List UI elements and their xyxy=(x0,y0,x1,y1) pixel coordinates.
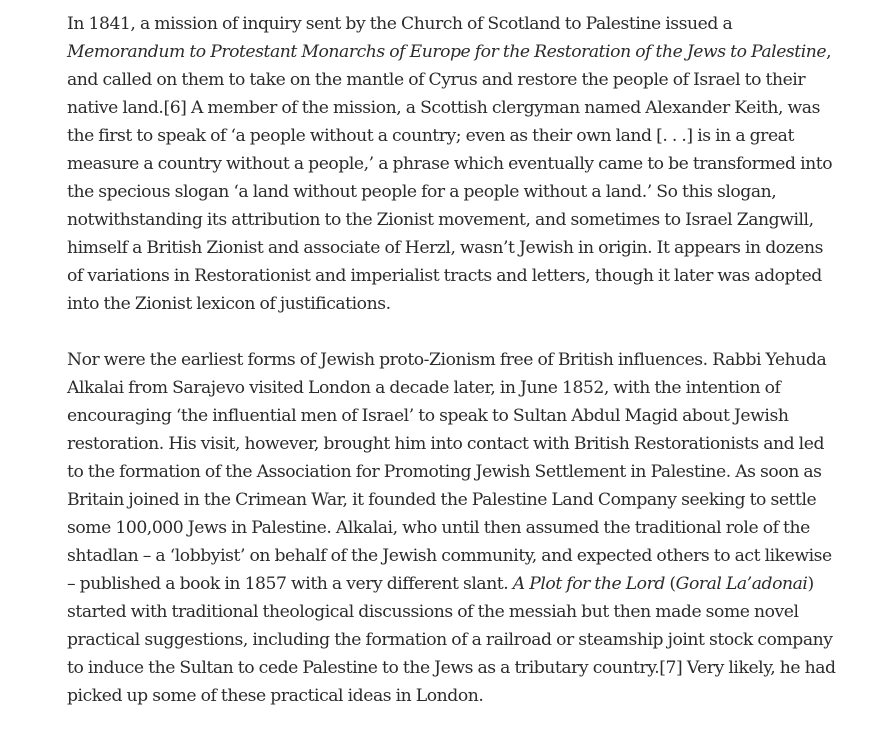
memorandum-title: Memorandum to Protestant Monarchs of Europe for the Restoration of the Jews to Palestine xyxy=(67,42,827,62)
paragraph-1 xyxy=(67,10,837,318)
paragraph-2-text-a: Nor were the earliest forms of Jewish proto-Zionism free of British influences. Rabbi Yehuda Alkalai from Sarajevo visited London a decade later, in June 1852, with the intention of encouraging ‘the influential men of Israel’ to speak to Sultan Abdul Magid about Jewish restoration. His visit, however, brought him into contact with British Restorationists and led to the formation of the Association for Promoting Jewish Settlement in Palestine. As soon as Britain joined in the Crimean War, it founded the Palestine Land Company seeking to settle some 100,000 Jews in Palestine. Alkalai, who until then assumed the traditional role of the shtadlan – a ‘lobbyist’ on behalf of the Jewish community, and expected others to act likewise – published a book in 1857 with a very different slant. xyxy=(67,350,832,594)
article-body xyxy=(67,10,837,738)
paragraph-1-text-c: , and called on them to take on the mantle of Cyrus and restore the people of Israel to their native land.[6] A member of the mission, a Scottish clergyman named Alexander Keith, was the first to speak of ‘a people without a country; even as their own land [. . .] is in a great measure a country without a people,’ a phrase which eventually came to be transformed into the specious slogan ‘a land without people for a people without a land.’ So this slogan, notwithstanding its attribution to the Zionist movement, and sometimes to Israel Zangwill, himself a British Zionist and associate of Herzl, wasn’t Jewish in origin. It appears in dozens of variations in Restorationist and imperialist tracts and letters, though it later was adopted into the Zionist lexicon of justifications. xyxy=(67,42,833,314)
paragraph-2-text-e: ) started with traditional theological discussions of the messiah but then made some novel practical suggestions, including the formation of a railroad or steamship joint stock company to induce the Sultan to cede Palestine to the Jews as a tributary country.[7] Very likely, he had picked up some of these practical ideas in London. xyxy=(67,574,836,706)
paragraph-1-text-a: In 1841, a mission of inquiry sent by the Church of Scotland to Palestine issued a xyxy=(67,14,733,34)
book-hebrew-title: Goral La’adonai xyxy=(675,574,808,594)
paragraph-2 xyxy=(67,346,837,710)
paragraph-2-text-c: ( xyxy=(664,574,676,594)
book-title: A Plot for the Lord xyxy=(512,574,665,594)
